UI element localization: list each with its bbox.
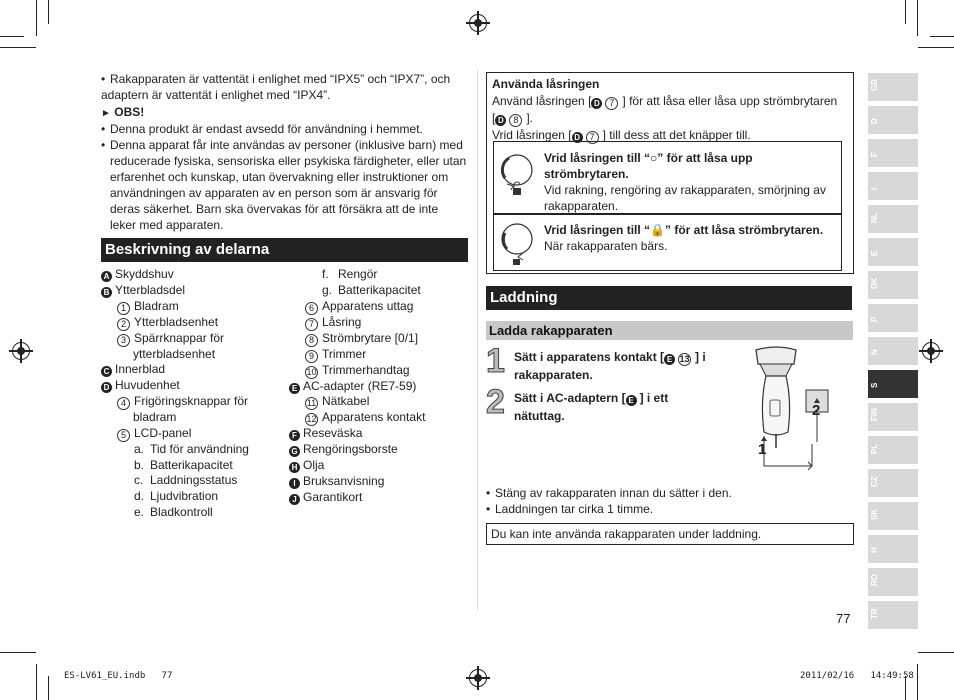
parts-list-item xyxy=(289,315,425,331)
registration-mark-icon xyxy=(922,342,940,360)
part-label: Reseväska xyxy=(303,426,363,441)
part-label: Rengöringsborste xyxy=(303,442,398,457)
part-label: Trimmerhandtag xyxy=(322,362,410,377)
language-tab-label: S xyxy=(870,382,879,388)
language-tab-tr[interactable] xyxy=(868,601,918,629)
part-label-continued: bladram xyxy=(133,409,177,424)
crop-mark xyxy=(0,47,36,48)
parts-list-item xyxy=(101,394,249,410)
part-letter-marker: J xyxy=(289,494,300,505)
language-tab-label: TR xyxy=(870,608,879,619)
part-label: Batterikapacitet xyxy=(150,457,233,472)
part-label: Huvudenhet xyxy=(115,378,180,393)
parts-list-item xyxy=(101,458,249,474)
language-tab-i[interactable] xyxy=(868,172,918,200)
parts-list-item xyxy=(289,299,425,315)
part-letter-marker: G xyxy=(289,446,300,457)
part-number-marker: 6 xyxy=(305,302,318,315)
section-title-charging: Laddning xyxy=(486,286,852,310)
part-label: Apparatens kontakt xyxy=(322,410,426,425)
parts-list-item xyxy=(289,267,425,283)
language-tab-label: SK xyxy=(870,508,879,520)
part-label: Olja xyxy=(303,457,325,472)
language-tab-nl[interactable] xyxy=(868,205,918,233)
parts-list-col1 xyxy=(101,267,249,521)
part-label: Strömbrytare [0/1] xyxy=(322,330,419,345)
language-tab-d[interactable] xyxy=(868,106,918,134)
language-tab-label: N xyxy=(870,349,879,355)
part-label: Trimmer xyxy=(322,346,367,361)
part-label: Bruksanvisning xyxy=(303,473,385,488)
part-number-marker: 3 xyxy=(117,334,130,347)
language-tab-cz[interactable] xyxy=(868,469,918,497)
part-number-marker: 11 xyxy=(306,398,317,409)
unlock-info-box: Vrid låsringen till “○” för att låsa upp strömbrytaren. Vid rakning, rengöring av rakapparaten, smörjning av rakapparaten. xyxy=(493,141,842,215)
part-sub-marker: f. xyxy=(322,267,329,281)
parts-list-item xyxy=(289,394,425,410)
language-tab-gb[interactable] xyxy=(868,73,918,101)
part-sub-marker: c. xyxy=(134,473,144,488)
lock-info-box: Vrid låsringen till “🔒” för att låsa strömbrytaren. När rakapparaten bärs. xyxy=(493,213,842,271)
language-tab-e[interactable] xyxy=(868,238,918,266)
footer-filename: ES-LV61_EU.indb 77 xyxy=(64,671,173,681)
part-number-marker: 10 xyxy=(306,366,317,377)
part-label: Ytterbladsdel xyxy=(115,282,186,297)
crop-mark xyxy=(48,676,49,700)
registration-mark-icon xyxy=(469,669,487,687)
part-letter-marker: D xyxy=(101,382,112,393)
language-tab-label: I xyxy=(870,187,879,190)
bullet-home-use: • Denna produkt är endast avsedd för användning i hemmet. xyxy=(101,122,423,136)
crop-mark xyxy=(48,0,49,24)
language-tab-label: GB xyxy=(870,79,879,91)
unlock-ring-icon xyxy=(497,148,537,204)
footer-timestamp: 2011/02/16 14:49:58 xyxy=(800,671,914,681)
parts-list-item xyxy=(101,331,249,347)
step-number: 2 xyxy=(486,383,505,421)
parts-list-item xyxy=(101,267,249,283)
part-label: Bladkontroll xyxy=(150,504,213,519)
part-letter-marker: B xyxy=(101,287,112,298)
parts-list-item xyxy=(289,410,425,426)
part-number-marker: 8 xyxy=(305,334,318,347)
parts-list-item xyxy=(101,299,249,315)
part-label: LCD-panel xyxy=(134,425,192,440)
step-number: 1 xyxy=(486,342,505,380)
language-tab-label: D xyxy=(870,118,879,124)
part-sub-marker: e. xyxy=(134,504,145,519)
parts-list-item xyxy=(101,315,249,331)
part-label: Spärrknappar för xyxy=(134,330,225,345)
language-tab-label: CZ xyxy=(870,476,879,487)
part-number-marker: 7 xyxy=(305,318,318,331)
bullet-persons: • Denna apparat får inte användas av personer (inklusive barn) med reducerade fysiska, sensoriska eller psykiska färdigheter, eller utan erfarenhet och kunskap, utan övervakning eller instruktioner om användningen av apparaten av en person som är ansvarig för deras säkerhet. Barn ska övervakas för att försäkra att de inte leker med apparaten. xyxy=(101,138,467,232)
crop-mark xyxy=(36,664,37,700)
language-tab-pl[interactable] xyxy=(868,436,918,464)
crop-mark xyxy=(0,36,24,37)
lock-ring-icon xyxy=(497,217,537,269)
part-letter-marker: F xyxy=(289,430,300,441)
parts-list-item xyxy=(289,283,425,299)
parts-list-item xyxy=(101,489,249,505)
lock-symbol-icon: 🔒 xyxy=(650,223,665,237)
parts-list-item xyxy=(289,347,425,363)
part-label: AC-adapter (RE7-59) xyxy=(303,378,417,393)
figure-label-2: 2 xyxy=(812,402,821,419)
part-sub-marker: a. xyxy=(134,441,145,456)
parts-list-item xyxy=(289,379,425,395)
language-tab-label: DK xyxy=(870,277,879,289)
part-number-marker: 5 xyxy=(117,429,130,442)
parts-list-item xyxy=(101,426,249,442)
parts-list-item xyxy=(101,347,249,363)
lock-title: Använda låsringen xyxy=(492,77,600,91)
language-tab-n[interactable] xyxy=(868,337,918,365)
part-number-marker: 12 xyxy=(306,414,317,425)
part-letter-marker: H xyxy=(289,462,300,473)
figure-label-1: 1 xyxy=(758,441,767,458)
language-tab-label: F xyxy=(870,152,879,157)
parts-list-item xyxy=(289,363,425,379)
part-sub-marker: b. xyxy=(134,457,145,472)
part-label: Innerblad xyxy=(115,362,166,377)
crop-mark xyxy=(0,652,36,653)
section-title-parts: Beskrivning av delarna xyxy=(101,238,468,262)
note-box: Du kan inte använda rakapparaten under laddning. xyxy=(486,523,854,545)
part-number-marker: 2 xyxy=(117,318,130,331)
part-number-marker: 4 xyxy=(117,397,130,410)
part-number-marker: 9 xyxy=(305,350,318,363)
lock-ring-box xyxy=(486,72,854,274)
parts-list-item xyxy=(289,426,425,442)
language-tab-label: H xyxy=(870,547,879,553)
parts-list-col2 xyxy=(289,267,425,505)
parts-list-item xyxy=(289,474,425,490)
crop-mark xyxy=(905,0,906,24)
part-letter-marker: A xyxy=(101,271,112,282)
part-label: Rengör xyxy=(338,267,378,281)
language-tab-ro[interactable] xyxy=(868,568,918,596)
bullet-charge-time: • Laddningen tar cirka 1 timme. xyxy=(486,502,654,516)
language-tab-label: FIN xyxy=(870,408,879,421)
language-tab-s[interactable] xyxy=(868,370,918,398)
part-letter-marker: I xyxy=(289,478,300,489)
parts-list-item xyxy=(101,362,249,378)
crop-mark xyxy=(930,36,954,37)
part-label: Garantikort xyxy=(303,489,363,504)
language-tab-p[interactable] xyxy=(868,304,918,332)
parts-list-item xyxy=(289,490,425,506)
part-label: Tid för användning xyxy=(150,441,249,456)
step-2-text: Sätt i AC-adaptern [ E ] i ett nätuttag. xyxy=(514,391,669,423)
part-label: Nätkabel xyxy=(322,394,370,409)
obs-heading: ► OBS! xyxy=(101,105,145,119)
parts-list-item xyxy=(101,378,249,394)
language-tab-sk[interactable] xyxy=(868,502,918,530)
bullet-ipx: • Rakapparaten är vattentät i enlighet med “IPX5” och “IPX7”, och adaptern är vattentät i enlighet med “IPX4”. xyxy=(101,72,451,102)
part-label: Laddningsstatus xyxy=(150,473,238,488)
registration-mark-icon xyxy=(469,14,487,32)
language-tab-dk[interactable] xyxy=(868,271,918,299)
part-sub-marker: d. xyxy=(134,489,145,504)
parts-list-item xyxy=(101,473,249,489)
crop-mark xyxy=(36,0,37,36)
part-sub-marker: g. xyxy=(322,282,333,297)
part-label: Apparatens uttag xyxy=(322,298,414,313)
parts-list-item xyxy=(289,442,425,458)
crop-mark xyxy=(918,47,954,48)
language-tab-f[interactable] xyxy=(868,139,918,167)
crop-mark xyxy=(917,0,918,36)
language-tab-label: P xyxy=(870,316,879,322)
registration-mark-icon xyxy=(12,342,30,360)
part-label: Skyddshuv xyxy=(115,267,174,281)
part-label: Frigöringsknappar för xyxy=(134,393,249,408)
parts-list-item xyxy=(101,410,249,426)
parts-list-item xyxy=(289,458,425,474)
language-tab-fin[interactable] xyxy=(868,403,918,431)
part-letter-marker: E xyxy=(289,383,300,394)
language-tab-label: E xyxy=(870,250,879,256)
part-label: Bladram xyxy=(134,298,179,313)
subsection-title-charge: Ladda rakapparaten xyxy=(486,321,853,340)
crop-mark xyxy=(918,652,954,653)
part-letter-marker: C xyxy=(101,366,112,377)
crop-mark xyxy=(917,664,918,700)
part-label: Ytterbladsenhet xyxy=(134,314,219,329)
part-number-marker: 1 xyxy=(117,302,130,315)
parts-list-item xyxy=(289,331,425,347)
page-number: 77 xyxy=(836,611,851,626)
parts-list-item xyxy=(101,442,249,458)
language-tab-label: PL xyxy=(870,443,879,454)
part-label: Låsring xyxy=(322,314,362,329)
lock-instructions: Använd låsringen [ D 7 ] för att låsa eller låsa upp strömbrytaren [ D 8 ]. Vrid låsringen [ D 7 ] till dess att det knäpper till. xyxy=(492,94,838,142)
language-tab-label: NL xyxy=(870,212,879,223)
part-label: Ljudvibration xyxy=(150,489,219,504)
language-tab-h[interactable] xyxy=(868,535,918,563)
parts-list-item xyxy=(101,505,249,521)
unlock-symbol-icon: ○ xyxy=(650,151,658,165)
language-tab-label: RO xyxy=(870,574,879,586)
step-1-text: Sätt i apparatens kontakt [ E 13 ] i rakapparaten. xyxy=(514,350,706,382)
parts-list-item xyxy=(101,283,249,299)
part-label: Batterikapacitet xyxy=(338,282,421,297)
part-label-continued: ytterbladsenhet xyxy=(133,346,216,361)
bullet-turn-off: • Stäng av rakapparaten innan du sätter i den. xyxy=(486,486,732,500)
gutter-line xyxy=(477,70,478,610)
